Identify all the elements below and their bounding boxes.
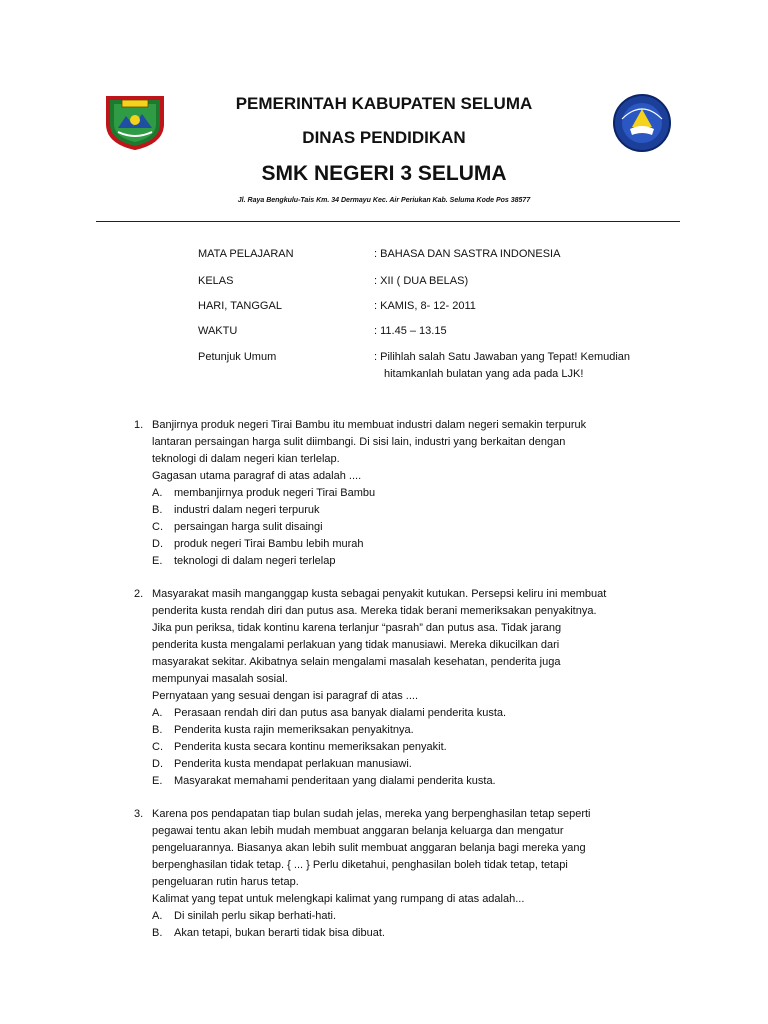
question-number: 3. xyxy=(134,808,144,820)
info-label: HARI, TANGGAL xyxy=(198,300,282,312)
option-letter: B. xyxy=(152,724,163,736)
question-line: Karena pos pendapatan tiap bulan sudah jelas, mereka yang berpenghasilan tetap seperti xyxy=(152,808,591,820)
option-text: Akan tetapi, bukan berarti tidak bisa dibuat. xyxy=(174,927,385,939)
question-line: pegawai tentu akan lebih mudah membuat anggaran belanja keluarga dan mengatur xyxy=(152,825,564,837)
info-value: : XII ( DUA BELAS) xyxy=(374,275,469,287)
department-title: DINAS PENDIDIKAN xyxy=(302,128,466,147)
info-value-continued: hitamkanlah bulatan yang ada pada LJK! xyxy=(384,368,584,380)
question-line: masyarakat sekitar. Akibatnya selain mengalami masalah kesehatan, penderita juga xyxy=(152,656,561,668)
info-value: : BAHASA DAN SASTRA INDONESIA xyxy=(374,248,561,260)
option-text: Di sinilah perlu sikap berhati-hati. xyxy=(174,910,337,922)
question-prompt: Kalimat yang tepat untuk melengkapi kalimat yang rumpang di atas adalah... xyxy=(152,893,525,905)
question-line: penderita kusta mengalami perlakuan yang tidak manusiawi. Mereka dikucilkan dari xyxy=(152,639,560,651)
option-letter: A. xyxy=(152,707,163,719)
option-text: industri dalam negeri terpuruk xyxy=(174,504,320,516)
option-text: Penderita kusta mendapat perlakuan manusiawi. xyxy=(174,758,412,770)
question-line: Jika pun periksa, tidak kontinu karena terlanjur “pasrah” dan putus asa. Tidak jarang xyxy=(152,622,562,634)
option-text: Masyarakat memahami penderitaan yang dialami penderita kusta. xyxy=(174,775,496,787)
question-line: mempunyai masalah sosial. xyxy=(152,673,288,685)
option-text: Penderita kusta secara kontinu memeriksakan penyakit. xyxy=(174,741,447,753)
option-letter: A. xyxy=(152,487,163,499)
question-line: teknologi di dalam negeri kian terlelap. xyxy=(152,453,340,465)
government-title: PEMERINTAH KABUPATEN SELUMA xyxy=(235,94,533,113)
school-address: Jl. Raya Bengkulu-Tais Km. 34 Dermayu Kec. Air Periukan Kab. Seluma Kode Pos 38577 xyxy=(237,197,531,204)
school-title: SMK NEGERI 3 SELUMA xyxy=(261,162,507,185)
question-line: pengeluarannya. Biasanya akan lebih sulit membuat anggaran belanja bagi mereka yang xyxy=(152,842,586,854)
question-line: Banjirnya produk negeri Tirai Bambu itu membuat industri dalam negeri semakin terpuruk xyxy=(152,419,587,431)
info-label: Petunjuk Umum xyxy=(198,351,277,363)
option-letter: D. xyxy=(152,538,163,550)
question-prompt: Gagasan utama paragraf di atas adalah .... xyxy=(152,470,362,482)
option-text: produk negeri Tirai Bambu lebih murah xyxy=(174,538,364,550)
option-text: teknologi di dalam negeri terlelap xyxy=(174,555,336,567)
option-letter: B. xyxy=(152,504,163,516)
option-letter: A. xyxy=(152,910,163,922)
info-value: : 11.45 – 13.15 xyxy=(374,325,447,337)
option-letter: B. xyxy=(152,927,163,939)
option-letter: E. xyxy=(152,775,163,787)
option-letter: E. xyxy=(152,555,163,567)
question-prompt: Pernyataan yang sesuai dengan isi paragraf di atas .... xyxy=(152,690,419,702)
question-line: berpenghasilan tidak tetap. { ... } Perlu diketahui, penghasilan boleh tidak tetap, tetapi xyxy=(152,859,568,871)
question-line: pengeluaran rutin harus tetap. xyxy=(152,876,299,888)
option-text: membanjirnya produk negeri Tirai Bambu xyxy=(174,487,376,499)
question-number: 1. xyxy=(134,419,144,431)
question-line: penderita kusta rendah diri dan putus asa. Mereka tidak berani memeriksakan penyakitnya. xyxy=(152,605,597,617)
option-letter: C. xyxy=(152,741,163,753)
question-number: 2. xyxy=(134,588,144,600)
info-label: WAKTU xyxy=(198,325,238,337)
option-text: persaingan harga sulit disaingi xyxy=(174,521,323,533)
option-text: Perasaan rendah diri dan putus asa banyak dialami penderita kusta. xyxy=(174,707,507,719)
info-label: MATA PELAJARAN xyxy=(198,248,294,260)
exam-info xyxy=(0,0,768,400)
info-value: : Pilihlah salah Satu Jawaban yang Tepat! Kemudian xyxy=(374,351,631,363)
option-text: Penderita kusta rajin memeriksakan penyakitnya. xyxy=(174,724,414,736)
question-line: lantaran persaingan harga sulit diimbangi. Di sisi lain, industri yang berkaitan dengan xyxy=(152,436,566,448)
option-letter: D. xyxy=(152,758,163,770)
info-value: : KAMIS, 8- 12- 2011 xyxy=(374,300,476,312)
question-line: Masyarakat masih manganggap kusta sebagai penyakit kutukan. Persepsi keliru ini membuat xyxy=(152,588,607,600)
option-letter: C. xyxy=(152,521,163,533)
info-label: KELAS xyxy=(198,275,234,287)
